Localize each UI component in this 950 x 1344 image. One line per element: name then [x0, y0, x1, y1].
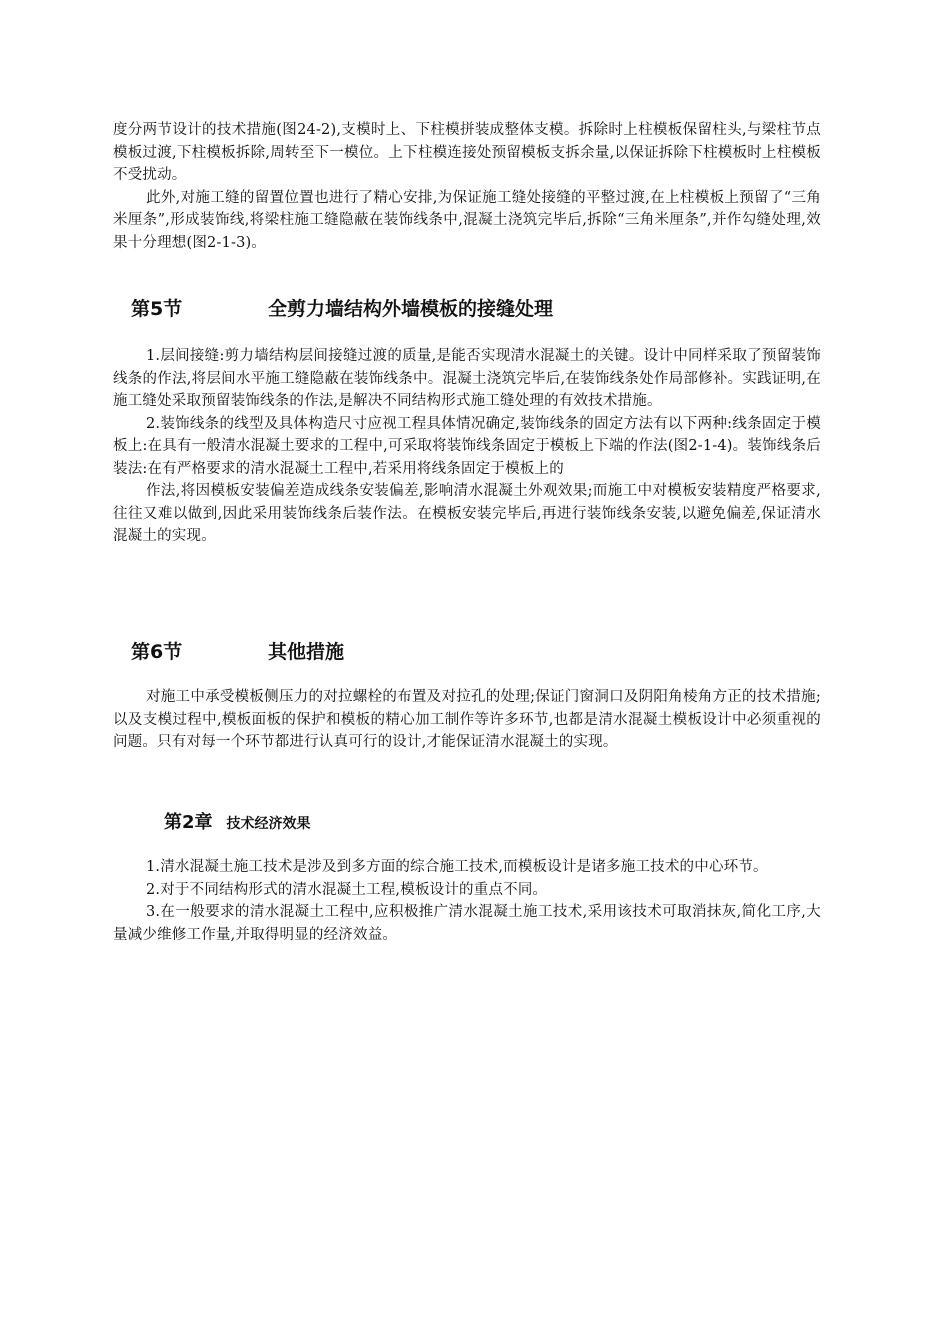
paragraph: 此外,对施工缝的留置位置也进行了精心安排,为保证施工缝处接缝的平整过渡,在上柱模板上预留了“三角米厘条”,形成装饰线,将梁柱施工缝隐蔽在装饰线条中,混凝土浇筑完毕后,拆除“三角米厘条”,并作勾缝处理,效果十分理想(图2-1-3)。	[113, 189, 821, 251]
list-item: 1.清水混凝土施工技术是涉及到多方面的综合施工技术,而模板设计是诸多施工技术的中心环节。	[146, 859, 768, 875]
paragraph: 度分两节设计的技术措施(图24-2),支模时上、下柱模拼装成整体支模。拆除时上柱模板保留柱头,与梁柱节点模板过渡,下柱模板拆除,周转至下一模位。上下柱模连接处预留模板支拆余量,以保证拆除下柱模板时上柱模板不受扰动。	[113, 122, 821, 183]
section-number: 第6节	[131, 641, 183, 663]
list-item: 3.在一般要求的清水混凝土工程中,应积极推广清水混凝土施工技术,采用该技术可取消抹灰,简化工序,大量减少维修工作量,并取得明显的经济效益。	[113, 904, 821, 943]
section-5-heading	[131, 296, 553, 322]
paragraph: 1.层间接缝:剪力墙结构层间接缝过渡的质量,是能否实现清水混凝土的关键。设计中同样采取了预留装饰线条的作法,将层间水平施工缝隐蔽在装饰线条中。混凝土浇筑完毕后,在装饰线条处作局部修补。实践证明,在施工缝处采取预留装饰线条的作法,是解决不同结构形式施工缝处理的有效技术措施。	[113, 348, 821, 409]
section-title: 其他措施	[268, 641, 345, 663]
section-title: 全剪力墙结构外墙模板的接缝处理	[268, 298, 554, 320]
paragraph: 对施工中承受模板侧压力的对拉螺栓的布置及对拉孔的处理;保证门窗洞口及阴阳角棱角方正的技术措施;以及支模过程中,模板面板的保护和模板的精心加工制作等许多环节,也都是清水混凝土模板设计中必须重视的问题。只有对每一个环节都进行认真可行的设计,才能保证清水混凝土的实现。	[113, 689, 821, 750]
section-number: 第5节	[131, 298, 183, 320]
continuation-text	[113, 119, 821, 254]
chapter-title: 技术经济效果	[226, 816, 311, 832]
section-6-body	[113, 686, 821, 754]
section-6-heading	[131, 639, 344, 665]
paragraph: 2.装饰线条的线型及具体构造尺寸应视工程具体情况确定,装饰线条的固定方法有以下两种:线条固定于模板上:在具有一般清水混凝土要求的工程中,可采取将装饰线条固定于模板上下端的作法(图2-1-4)。装饰线条后装法:在有严格要求的清水混凝土工程中,若采用将线条固定于模板上的	[113, 415, 821, 477]
section-5-body	[113, 345, 821, 548]
chapter-2-body	[113, 856, 821, 946]
chapter-number: 第2章	[164, 812, 213, 833]
paragraph: 作法,将因模板安装偏差造成线条安装偏差,影响清水混凝土外观效果;而施工中对模板安装精度严格要求,往往又难以做到,因此采用装饰线条后装作法。在模板安装完毕后,再进行装饰线条安装,以避免偏差,保证清水混凝土的实现。	[113, 483, 821, 544]
list-item: 2.对于不同结构形式的清水混凝土工程,模板设计的重点不同。	[146, 881, 548, 898]
chapter-2-heading	[164, 808, 311, 834]
